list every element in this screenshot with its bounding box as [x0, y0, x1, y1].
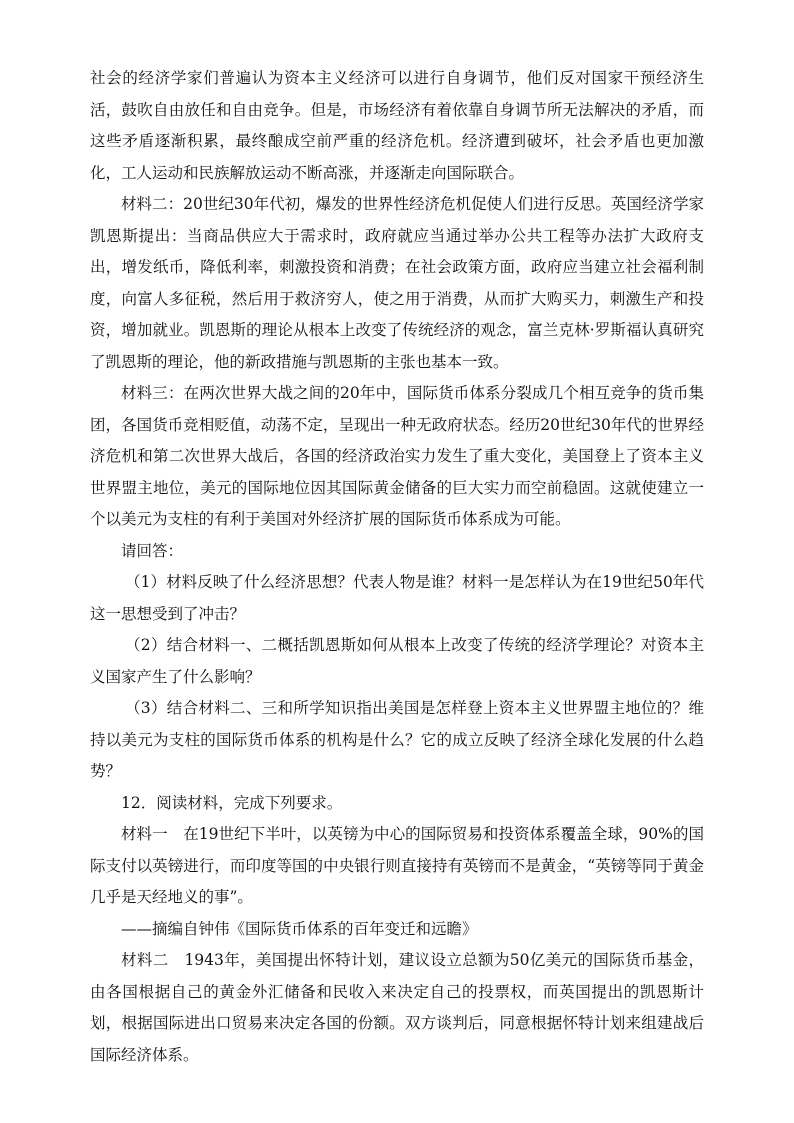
paragraph-continuation: 社会的经济学家们普遍认为资本主义经济可以进行自身调节，他们反对国家干预经济生活，鼓吹自由放任和自由竞争。但是，市场经济有着依靠自身调节所无法解决的矛盾，而这些矛盾逐渐积累，最终酿成空前严重的经济危机。经济遭到破坏，社会矛盾也更加激化，工人运动和民族解放运动不断高涨，并逐渐走向国际联合。: [90, 69, 704, 182]
question-3: （3）结合材料二、三和所学知识指出美国是怎样登上资本主义世界盟主地位的？维持以美元为支柱的国际货币体系的机构是什么？它的成立反映了经济全球化发展的什么趋势？: [90, 699, 704, 780]
question-1: （1）材料反映了什么经济思想？代表人物是谁？材料一是怎样认为在19世纪50年代这一思想受到了冲击？: [90, 573, 704, 623]
paragraph-material-two: 材料二：20世纪30年代初，爆发的世界性经济危机促使人们进行反思。英国经济学家凯恩斯提出：当商品供应大于需求时，政府就应当通过举办公共工程等办法扩大政府支出，增发纸币，降低利率，刺激投资和消费；在社会政策方面，政府应当建立社会福利制度，向富人多征税，然后用于救济穷人，使之用于消费，从而扩大购买力，刺激生产和投资，增加就业。凯恩斯的理论从根本上改变了传统经济的观念，富兰克林·罗斯福认真研究了凯恩斯的理论，他的新政措施与凯恩斯的主张也基本一致。: [90, 195, 704, 371]
paragraph-material-three: 材料三：在两次世界大战之间的20年中，国际货币体系分裂成几个相互竞争的货币集团，各国货币竞相贬值，动荡不定，呈现出一种无政府状态。经历20世纪30年代的世界经济危机和第二次世界大战后，各国的经济政治实力发生了重大变化，美国登上了资本主义世界盟主地位，美元的国际地位因其国际黄金储备的巨大实力而空前稳固。这就使建立一个以美元为支柱的有利于美国对外经济扩展的国际货币体系成为可能。: [90, 384, 704, 528]
question-12-heading: 12．阅读材料，完成下列要求。: [121, 793, 343, 812]
question-2: （2）结合材料一、二概括凯恩斯如何从根本上改变了传统的经济学理论？对资本主义国家产生了什么影响？: [90, 636, 704, 686]
source-citation: ——摘编自钟伟《国际货币体系的百年变迁和远瞻》: [121, 919, 478, 938]
prompt-please-answer: 请回答：: [121, 541, 184, 560]
paragraph-q12-material-two: 材料二 1943年，美国提出怀特计划，建议设立总额为50亿美元的国际货币基金，由各国根据自己的黄金外汇储备和民收入来决定自己的投票权，而英国提出的凯恩斯计划，根据国际进出口贸易来决定各国的份额。双方谈判后，同意根据怀特计划来组建战后国际经济体系。: [90, 951, 704, 1064]
paragraph-q12-material-one: 材料一 在19世纪下半叶，以英镑为中心的国际贸易和投资体系覆盖全球，90%的国际支付以英镑进行，而印度等国的中央银行则直接持有英镑而不是黄金，“英镑等同于黄金几乎是天经地义的事”。: [90, 825, 704, 906]
